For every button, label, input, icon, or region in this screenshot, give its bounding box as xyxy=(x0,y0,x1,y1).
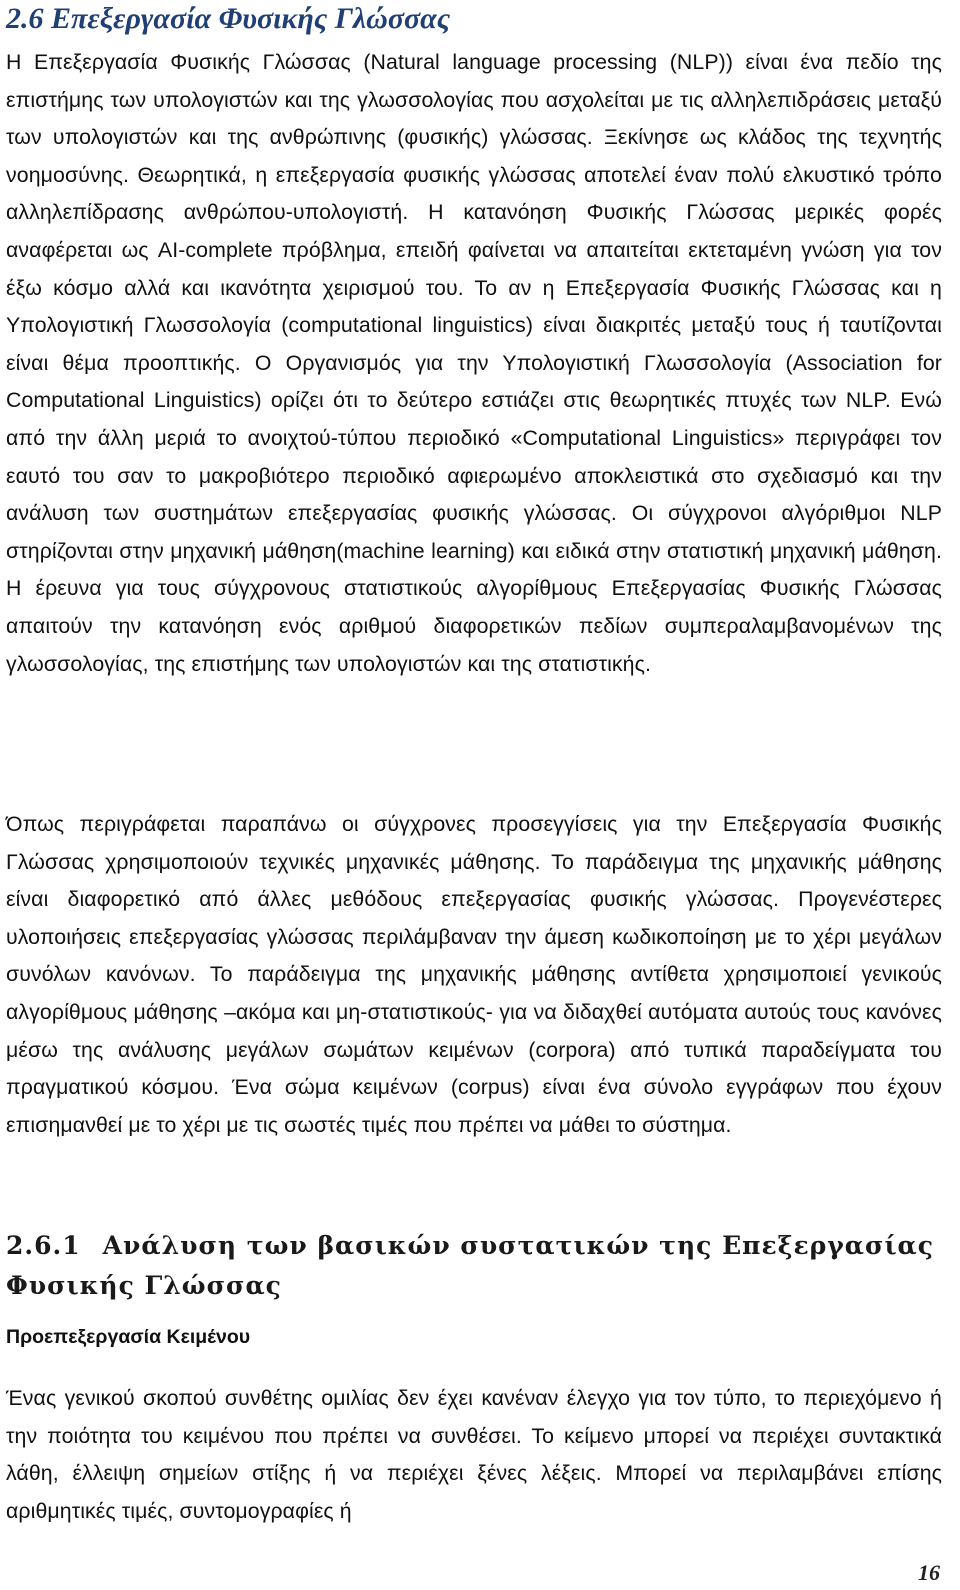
machine-learning-paragraph: Όπως περιγράφεται παραπάνω οι σύγχρονες προσεγγίσεις για την Επεξεργασία Φυσικής Γλώσσας χρησιμοποιούν τεχνικές μηχανικές μάθησης. Το παράδειγμα της μηχανικής μάθησης είναι διαφορετικό από άλλες μεθόδους επεξεργασίας φυσικής γλώσσας. Προγενέστερες υλοποιήσεις επεξεργασίας γλώσσας περιλάμβαναν την άμεση κωδικοποίηση με το χέρι μεγάλων συνόλων κανόνων. Το παράδειγμα της μηχανικής μάθησης αντίθετα χρησιμοποιεί γενικούς αλγορίθμους μάθησης –ακόμα και μη-στατιστικούς- για να διδαχθεί αυτόματα αυτούς τους κανόνες μέσω της ανάλυσης μεγάλων σωμάτων κειμένων (corpora) από τυπικά παραδείγματα του πραγματικού κόσμου. Ένα σώμα κειμένων (corpus) είναι ένα σύνολο εγγράφων που έχουν επισημανθεί με το χέρι με τις σωστές τιμές που πρέπει να μάθει το σύστημα. xyxy=(6,812,942,1137)
subsubsection-heading: Προεπεξεργασία Κειμένου xyxy=(6,1326,251,1348)
intro-paragraph: Η Επεξεργασία Φυσικής Γλώσσας (Natural language processing (NLP)) είναι ένα πεδίο της επιστήμης των υπολογιστών και της γλωσσολογίας που ασχολείται με τις αλληλεπιδράσεις μεταξύ των υπολογιστών και της ανθρώπινης (φυσικής) γλώσσας. Ξεκίνησε ως κλάδος της τεχνητής νοημοσύνης. Θεωρητικά, η επεξεργασία φυσικής γλώσσας αποτελεί έναν πολύ ελκυστικό τρόπο αλληλεπίδρασης ανθρώπου-υπολογιστή. Η κατανόηση Φυσικής Γλώσσας μερικές φορές αναφέρεται ως AI-complete πρόβλημα, επειδή φαίνεται να απαιτείται εκτεταμένη γνώση για τον έξω κόσμο αλλά και ικανότητα χειρισμού του. Το αν η Επεξεργασία Φυσικής Γλώσσας και η Υπολογιστική Γλωσσολογία (computational linguistics) είναι διακριτές μεταξύ τους ή ταυτίζονται είναι θέμα προοπτικής. Ο Οργανισμός για την Υπολογιστική Γλωσσολογία (Association for Computational Linguistics) ορίζει ότι το δεύτερο εστιάζει στις θεωρητικές πτυχές των NLP. Ενώ από την άλλη μεριά το ανοιχτού-τύπου περιοδικό «Computational Linguistics» περιγράφει τον εαυτό του σαν το μακροβιότερο περιοδικό αφιερωμένο αποκλειστικά στο σχεδιασμό και την ανάλυση των συστημάτων επεξεργασίας φυσικής γλώσσας. Οι σύγχρονοι αλγόριθμοι NLP στηρίζονται στην μηχανική μάθηση(machine learning) και ειδικά στην στατιστική μηχανική μάθηση. Η έρευνα για τους σύγχρονους στατιστικούς αλγορίθμους Επεξεργασίας Φυσικής Γλώσσας απαιτούν την κατανόηση ενός αριθμού διαφορετικών πεδίων συμπεραλαμβανομένων της γλωσσολογίας, της επιστήμης των υπολογιστών και της στατιστικής. xyxy=(6,50,942,676)
page-number: 16 xyxy=(918,1560,940,1585)
subsection-title: Ανάλυση των βασικών συστατικών της Επεξεργασίας Φυσικής Γλώσσας xyxy=(6,1231,935,1300)
subsection-number: 2.6.1 xyxy=(6,1231,81,1260)
subsection-heading xyxy=(6,1226,942,1306)
preprocessing-paragraph: Ένας γενικού σκοπού συνθέτης ομιλίας δεν έχει κανέναν έλεγχο για τον τύπο, το περιεχόμενο ή την ποιότητα του κειμένου που πρέπει να συνθέσει. Το κείμενο μπορεί να περιέχει συντακτικά λάθη, έλλειψη σημείων στίξης ή να περιέχει ξένες λέξεις. Μπορεί να περιλαμβάνει επίσης αριθμητικές τιμές, συντομογραφίες ή xyxy=(6,1386,942,1523)
section-title: 2.6 Επεξεργασία Φυσικής Γλώσσας xyxy=(6,2,451,35)
